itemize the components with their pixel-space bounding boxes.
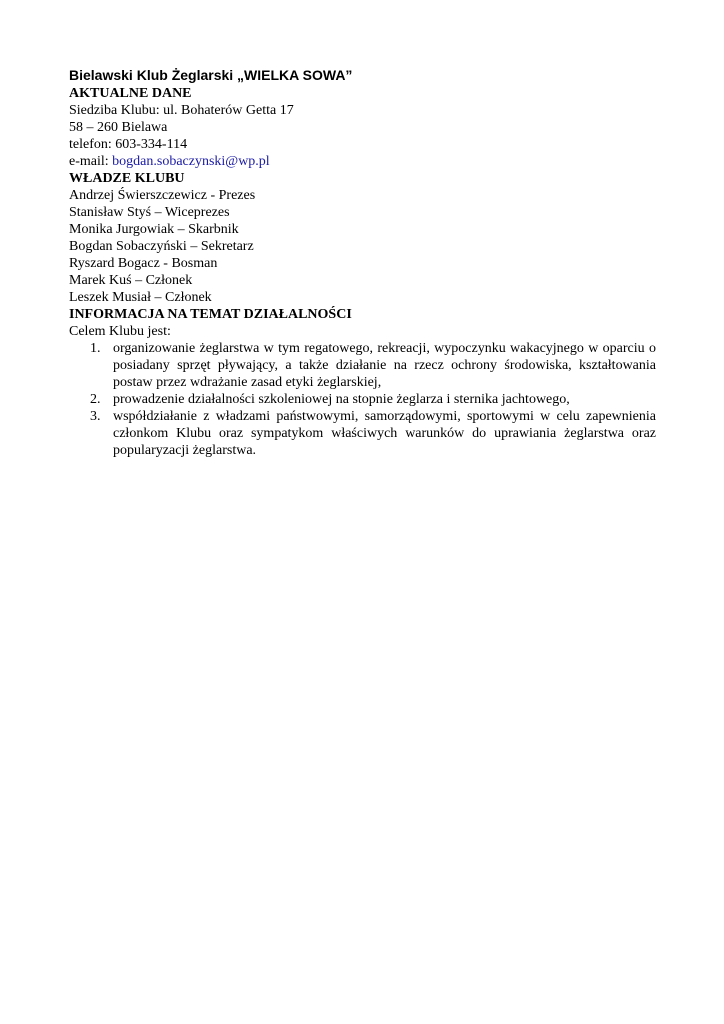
section-heading-current-data: AKTUALNE DANE — [69, 86, 192, 101]
section-heading-activity: INFORMACJA NA TEMAT DZIAŁALNOŚCI — [69, 307, 352, 322]
authority-member: Andrzej Świerszczewicz - Prezes — [69, 188, 256, 203]
goal-item — [69, 408, 656, 459]
email-line — [69, 153, 656, 170]
address-line-2: 58 – 260 Bielawa — [69, 120, 168, 135]
authority-member: Monika Jurgowiak – Skarbnik — [69, 222, 239, 237]
document-page — [69, 66, 656, 459]
goal-item — [69, 340, 656, 391]
goal-text: prowadzenie działalności szkoleniowej na stopnie żeglarza i sternika jachtowego, — [113, 392, 570, 407]
phone-line: telefon: 603-334-114 — [69, 137, 188, 152]
goal-number: 3. — [90, 409, 101, 424]
goal-text: współdziałanie z władzami państwowymi, samorządowymi, sportowymi w celu zapewnienia członkom Klubu oraz sympatykom właściwych warunków do uprawiania żeglarstwa oraz popularyzacji żeglarstwa. — [113, 409, 656, 458]
goals-intro: Celem Klubu jest: — [69, 324, 171, 339]
goal-number: 2. — [90, 392, 101, 407]
document-title: Bielawski Klub Żeglarski „WIELKA SOWA” — [69, 67, 353, 83]
email-link[interactable]: bogdan.sobaczynski@wp.pl — [112, 154, 270, 169]
address-line-1: Siedziba Klubu: ul. Bohaterów Getta 17 — [69, 103, 294, 118]
authority-member: Marek Kuś – Członek — [69, 273, 193, 288]
email-label: e-mail: — [69, 154, 113, 169]
section-heading-authorities: WŁADZE KLUBU — [69, 171, 185, 186]
goal-text: organizowanie żeglarstwa w tym regatowego, rekreacji, wypoczynku wakacyjnego w oparciu o posiadany sprzęt pływający, a także działanie na rzecz ochrony środowiska, kształtowania postaw przez wdrażanie zasad etyki żeglarskiej, — [113, 341, 656, 390]
authority-member: Bogdan Sobaczyński – Sekretarz — [69, 239, 254, 254]
authority-member: Stanisław Styś – Wiceprezes — [69, 205, 230, 220]
authority-member: Leszek Musiał – Członek — [69, 290, 212, 305]
goal-number: 1. — [90, 341, 101, 356]
goal-item — [69, 391, 656, 408]
goals-list — [69, 340, 656, 459]
authority-member: Ryszard Bogacz - Bosman — [69, 256, 218, 271]
